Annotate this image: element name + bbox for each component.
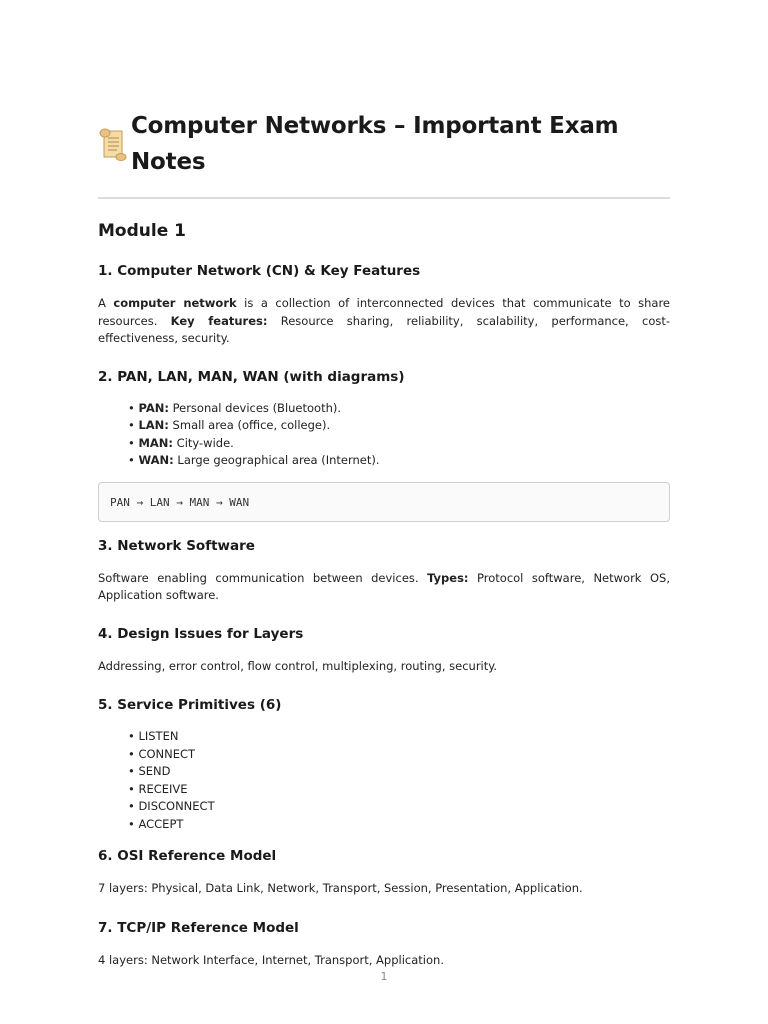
page-number: 1 — [380, 970, 388, 983]
network-types-list — [98, 400, 670, 470]
list-item: • RECEIVE — [128, 781, 188, 796]
list-item: • CONNECT — [128, 746, 196, 761]
section-1-heading: 1. Computer Network (CN) & Key Features — [98, 263, 421, 279]
section-4-text: Addressing, error control, flow control, multiplexing, routing, security. — [98, 658, 498, 673]
page-title-text: Computer Networks – Important Exam Notes — [131, 113, 619, 175]
section-2-heading: 2. PAN, LAN, MAN, WAN (with diagrams) — [98, 368, 405, 385]
page-title — [98, 108, 670, 180]
section-7-text: 4 layers: Network Interface, Internet, Transport, Application. — [98, 952, 444, 967]
section-1-text: A computer network is a collection of interconnected devices that communicate to share resources. Key features: Resource sharing, reliability, scalability, performance, cost-effectiveness, security. — [98, 296, 670, 345]
section-3-heading: 3. Network Software — [98, 537, 255, 554]
list-item: • WAN: Large geographical area (Internet). — [128, 453, 380, 467]
title-divider — [98, 197, 670, 199]
list-item: • ACCEPT — [128, 816, 184, 831]
document-page — [98, 108, 670, 969]
list-item: • LISTEN — [128, 729, 179, 743]
section-6-text: 7 layers: Physical, Data Link, Network, Transport, Session, Presentation, Application. — [98, 881, 583, 895]
list-item: • LAN: Small area (office, college). — [128, 418, 331, 432]
list-item: • SEND — [128, 764, 171, 778]
section-5-heading: 5. Service Primitives (6) — [98, 697, 282, 713]
section-6-heading: 6. OSI Reference Model — [98, 848, 277, 864]
section-4-heading: 4. Design Issues for Layers — [98, 625, 304, 642]
service-primitives-list — [98, 728, 670, 833]
scroll-icon — [98, 127, 128, 161]
list-item: • PAN: Personal devices (Bluetooth). — [128, 400, 342, 415]
section-3-text: Software enabling communication between devices. Types: Protocol software, Network OS, Application software. — [98, 570, 670, 602]
list-item: • MAN: City-wide. — [128, 435, 234, 450]
module-heading: Module 1 — [98, 221, 186, 241]
section-7-heading: 7. TCP/IP Reference Model — [98, 919, 299, 936]
list-item: • DISCONNECT — [128, 799, 215, 813]
network-hierarchy-code-block: PAN → LAN → MAN → WAN — [98, 482, 670, 522]
